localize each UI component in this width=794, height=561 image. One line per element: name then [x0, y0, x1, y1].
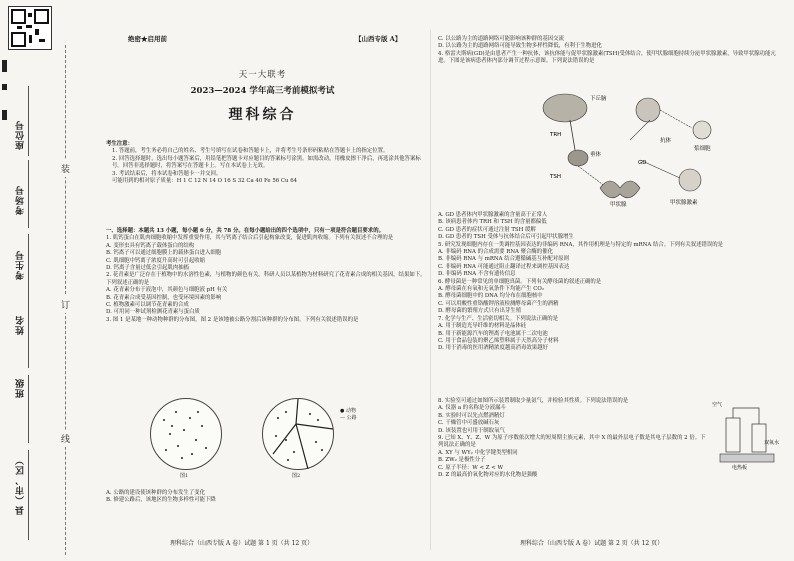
question-4-option: D. GD 患者的 TSH 受体与抗体结合后可引起甲状腺增生: [438, 234, 574, 241]
bind-char: 订: [61, 296, 70, 313]
question-2-stem: 2. 花青素是广泛存在于植物中的水溶性色素，与植物的颜色有关。科研人员以某植物为材料研究了花青素合成的相关基因，结果如下。下列叙述正确的是: [106, 272, 426, 286]
sidebar-bar: [2, 84, 7, 90]
exam-room-label: 考场号: [16, 185, 26, 215]
underline: [28, 160, 29, 228]
note-item: 2. 回答选择题时，选出每小题答案后，用铅笔把答题卡对应题目的答案标号涂黑。如需改动，用橡皮擦干净后，再选涂其他答案标号。回答非选择题时，将答案写在答题卡上。写在本试卷上无效。: [112, 155, 421, 170]
note-item: 3. 考试结束后，将本试卷和答题卡一并交回。: [112, 170, 222, 177]
right-page: [438, 36, 786, 66]
seat-number-label: 座位号: [16, 120, 26, 150]
question-4-option: C. GD 患者的症状可通过注射 TSH 缓解: [438, 226, 536, 233]
apparatus-label: 空气: [712, 402, 723, 408]
question-9-option: A. XY 与 WY₂ 中化学键类型相同: [438, 449, 518, 456]
diagram-label: 抗体: [660, 138, 672, 144]
diagram-label: TRH: [550, 132, 562, 138]
question-7-option: A. 用于制造光导纤维的材料是晶体硅: [438, 323, 527, 330]
confidential-label: 绝密★启用前: [128, 35, 167, 43]
underline: [28, 86, 29, 156]
figure-legend: [340, 408, 357, 422]
class-label: 班级: [16, 378, 26, 398]
bind-char: 线: [61, 430, 70, 447]
question-9-option: D. Z 的最高价氧化物对应的水化物是强酸: [438, 472, 538, 479]
question-8-option: B. 实验时可以先点燃酒精灯: [438, 412, 505, 419]
exam-title: 2023—2024 学年高三考前模拟考试: [190, 86, 335, 96]
question-9-stem: 9. 已知 X、Y、Z、W 为原子序数依次增大的短周期主族元素，其中 X 的最外层电子数是其电子层数的 2 倍。下列说法正确的是: [438, 435, 706, 449]
apparatus-label: 电热板: [732, 465, 748, 470]
sidebar-bar: [2, 60, 7, 72]
question-1-option: B. 钙离子可以通过细胞膜上的载体蛋白进入细胞: [106, 250, 222, 257]
apparatus-diagram: [712, 400, 786, 470]
question-5-option: B. 非编码 RNA 与 mRNA 结合遵循碱基互补配对原则: [438, 256, 569, 263]
section-heading: 一、选择题：本题共 13 小题，每小题 6 分，共 78 分。在每小题给出的四个选项中，只有一项是符合题目要求的。: [106, 228, 384, 234]
candidate-number-label: 考生号: [16, 250, 26, 280]
binding-strip: [0, 0, 96, 561]
figure-1-label: 图1: [180, 473, 189, 479]
diagram-label: 浆细胞: [694, 146, 711, 152]
edition-label: 【山西专版 A】: [355, 35, 402, 43]
underline: [28, 300, 29, 368]
sidebar-bar: [2, 110, 7, 120]
note-item: 1. 答题前，考生务必将自己的姓名、考生号填写在试卷和答题卡上，并将考生号条形码粘贴在答题卡上的指定位置。: [112, 148, 389, 155]
figure-2-circle: [262, 398, 334, 470]
diagram-label: TSH: [550, 174, 561, 180]
subject-title: 理科综合: [228, 107, 297, 123]
prev-option: C. 以公路为主的道路网络可能影响该种群的基因交流: [438, 36, 564, 42]
diagram-label: 甲状腺: [610, 202, 627, 208]
question-6-option: A. 酵母菌在有氧和无氧条件下均能产生 CO₂: [438, 286, 544, 293]
diagram-label: 下丘脑: [590, 96, 607, 102]
legend-road: — 公路: [340, 415, 357, 421]
question-6-option: C. 可以用酸性重铬酸钾溶液检测酵母菌产生的酒精: [438, 300, 559, 307]
road-lines: [263, 399, 333, 469]
question-7-option: B. 用于新能源汽车的锂离子电池属于二次电池: [438, 330, 548, 337]
section-one: [106, 228, 426, 324]
question-4-option: B. 该病患者体内 TRH 和 TSH 的含量都偏低: [438, 219, 547, 226]
question-4-stem: 4. 格雷夫斯病(GD)是由患者产生一种抗体，该抗体能与促甲状腺激素(TSH)受体结合，使甲状腺细胞持续分泌甲状腺激素，导致甲状腺功能亢进。下图是该病患者体内部分调节过程示意图。下列说法错误的是: [438, 50, 776, 65]
question-2-option: A. 花青素分布于液泡中，其颜色与细胞液 pH 有关: [106, 287, 228, 294]
question-8-option: A. 仪器 a 的名称是分液漏斗: [438, 405, 506, 412]
bind-char: 装: [61, 160, 70, 177]
page-divider: [430, 30, 431, 550]
question-8-stem: 8. 实验室可通过如图所示装置制取少量氨气，并检验其性质。下列说法错误的是: [438, 398, 629, 404]
name-label: 姓名: [16, 315, 26, 335]
question-5-option: A. 非编码 RNA 的合成需要 RNA 聚合酶的催化: [438, 249, 553, 256]
legend-animal: ● 动物: [340, 408, 356, 414]
question-3-option: A. 公路的建设使该种群的分布发生了变化: [106, 490, 205, 496]
org-title: 天一大联考: [238, 70, 287, 80]
footer-right: 理科综合（山西专版 A 卷）试题 第 2 页（共 12 页）: [520, 540, 664, 547]
question-9-option: C. 原子半径：W < Z < W: [438, 464, 504, 471]
question-1-stem: 1. 肌钙蛋白在肌肉细胞收缩中发挥重要作用，其与钙离子结合后引起构象改变，促进肌肉收缩。下列有关叙述不合理的是: [106, 235, 394, 242]
county-label: 县（市、区）: [16, 455, 26, 515]
thyroid-regulation-diagram: [520, 80, 720, 210]
question-5-stem: 5. 研究发现细胞内存在一类调控基因表达的非编码 RNA，其作用机理是与特定的 mRNA 结合。下列有关叙述错误的是: [438, 241, 724, 248]
question-2-option: C. 植物激素可以调节花青素的合成: [106, 302, 189, 309]
apparatus-label: 双氧水: [764, 440, 780, 446]
underline: [28, 375, 29, 443]
underline: [28, 450, 29, 540]
diagram-label: 垂体: [590, 152, 602, 158]
figure-1-circle: [150, 398, 222, 470]
question-8-block: [438, 398, 706, 479]
question-5-option: D. 非编码 RNA 不含有遗传信息: [438, 271, 516, 278]
question-1-option: A. 变形虫具有钙离子载体蛋白的结构: [106, 242, 195, 249]
question-2-option: D. 可用同一种试剂检测花青素与蛋白质: [106, 309, 200, 316]
underline: [28, 234, 29, 304]
question-3-option: B. 修建公路后，该地区的生物多样性可能下降: [106, 497, 216, 504]
qr-code-icon: [8, 6, 52, 50]
question-7-stem: 7. 化学与生产、生活密切相关。下列说法正确的是: [438, 315, 559, 322]
question-9-option: B. ZW₂ 是极性分子: [438, 457, 486, 464]
question-6-option: D. 酵母菌的繁殖方式只有出芽生殖: [438, 308, 522, 315]
notes-heading: 考生注意：: [106, 141, 133, 147]
question-5-option: C. 非编码 RNA 可能通过阻止翻译过程来调控基因表达: [438, 263, 570, 270]
question-3-stem: 3. 图 1 是某地一种动物种群的分布图，图 2 是该地被公路分割后该种群的分布图。下列有关叙述错误的是: [106, 316, 359, 323]
question-7-option: D. 用于消毒的医用酒精浓度越高消毒效果越好: [438, 345, 548, 352]
atomic-mass-line: 可能用到的相对原子质量：H 1 C 12 N 14 O 16 S 32 Ca 40 Fe 56 Cu 64: [112, 178, 298, 185]
question-1-option: C. 肌细胞中钙离子浓度升高时可引起收缩: [106, 257, 206, 264]
question-8-option: D. 该装置也可用于制取氧气: [438, 427, 505, 434]
question-1-option: D. 钙离子含量过低会引起肌肉抽搐: [106, 265, 190, 272]
question-8-option: C. 干燥管中可盛放碱石灰: [438, 420, 500, 427]
candidate-notes: [106, 141, 426, 185]
right-page-continued: [438, 212, 786, 353]
figure-2-label: 图2: [292, 473, 301, 479]
question-7-option: C. 用于食品包装的聚乙烯塑料属于天然高分子材料: [438, 337, 559, 344]
question-2-option: B. 花青素合成受基因控制，也受环境因素的影响: [106, 294, 222, 301]
question-6-option: B. 酵母菌细胞中的 DNA 均分布在细胞核中: [438, 293, 543, 300]
diagram-label: GD: [638, 160, 647, 166]
question-4-option: A. GD 患者体内甲状腺激素的含量高于正常人: [438, 212, 548, 218]
diagram-label: 甲状腺激素: [670, 200, 698, 206]
prev-option: D. 以公路为主的道路网络可能导致生物多样性降低，有利于生物进化: [438, 43, 602, 50]
question-3-options: [106, 490, 426, 505]
question-6-stem: 6. 酵母菌是一种常见的单细胞真菌。下列有关酵母菌的叙述正确的是: [438, 278, 602, 285]
footer-left: 理科综合（山西专版 A 卷）试题 第 1 页（共 12 页）: [170, 540, 314, 547]
